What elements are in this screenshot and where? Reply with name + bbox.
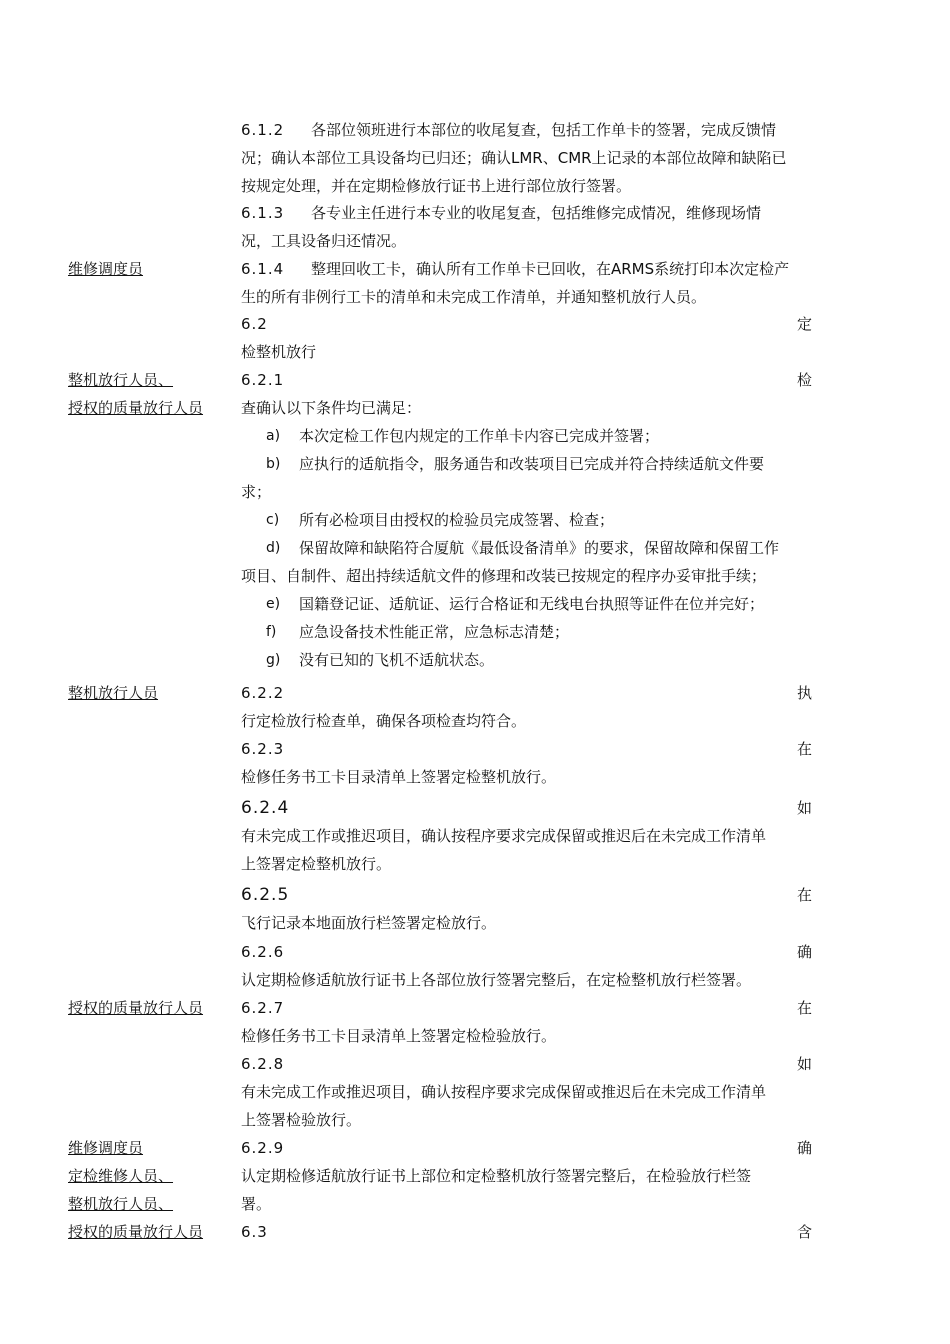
section-number: 6.2.4 (241, 798, 290, 818)
list-item-text: 国籍登记证、适航证、运行合格证和无线电台执照等证件在位并完好； (299, 595, 765, 613)
section-number: 6.2.2 (241, 684, 285, 702)
paragraph-line: 认定期检修适航放行证书上部位和定检整机放行签署完整后，在检验放行栏签 (241, 1167, 752, 1185)
section-number: 6.2 (241, 315, 268, 333)
section-number: 6.2.9 (241, 1139, 285, 1157)
section-number: 6.1.3 (241, 204, 285, 222)
list-item-text: 保留故障和缺陷符合厦航《最低设备清单》的要求，保留故障和保留工作 (299, 539, 780, 557)
role-release-staff: 整机放行人员 (68, 684, 159, 702)
paragraph-line: 署。 (241, 1195, 272, 1213)
paragraph-line: 整理回收工卡，确认所有工作单卡已回收，在ARMS系统打印本次定检产 (311, 260, 790, 278)
list-marker: f) (266, 624, 277, 640)
section-6-2 (241, 310, 826, 366)
section-6-2-9 (241, 1134, 826, 1218)
paragraph-line: 况，工具设备归还情况。 (241, 232, 407, 250)
paragraph-line: 查确认以下条件均已满足： (241, 399, 422, 417)
section-number: 6.2.7 (241, 999, 285, 1017)
paragraph-line: 各部位领班进行本部位的收尾复查，包括工作单卡的签署，完成反馈情 (311, 121, 777, 139)
list-item (241, 422, 826, 450)
line-end-char: 确 (796, 943, 812, 961)
list-item (241, 646, 826, 674)
section-6-2-7 (241, 994, 826, 1050)
line-end-char: 定 (796, 315, 812, 333)
section-number: 6.2.6 (241, 943, 285, 961)
list-marker: c) (266, 512, 280, 528)
section-6-2-5 (241, 881, 826, 937)
list-item-continuation: 项目、自制件、超出持续适航文件的修理和改装已按规定的程序办妥审批手续； (241, 567, 767, 585)
line-end-char: 如 (796, 1055, 812, 1073)
line-end-char: 在 (796, 740, 812, 758)
list-item (241, 590, 826, 618)
paragraph-line: 上签署检验放行。 (241, 1111, 362, 1129)
paragraph-line: 检修任务书工卡目录清单上签署定检检验放行。 (241, 1027, 557, 1045)
line-end-char: 含 (796, 1223, 812, 1241)
role-dispatcher: 维修调度员 (68, 1139, 144, 1157)
section-number: 6.1.4 (241, 260, 285, 278)
section-6-1-4 (241, 255, 826, 311)
section-6-2-6 (241, 938, 826, 994)
paragraph-line: 上签署定检整机放行。 (241, 855, 392, 873)
list-marker: b) (266, 456, 281, 472)
section-6-1-3 (241, 199, 826, 255)
list-marker: a) (266, 428, 281, 444)
line-end-char: 在 (796, 886, 812, 904)
list-item-text: 本次定检工作包内规定的工作单卡内容已完成并签署； (299, 427, 660, 445)
paragraph-line: 生的所有非例行工卡的清单和未完成工作清单，并通知整机放行人员。 (241, 288, 707, 306)
role-release-staff: 整机放行人员、 (68, 371, 174, 389)
section-number: 6.2.3 (241, 740, 285, 758)
list-item (241, 618, 826, 646)
line-end-char: 如 (796, 799, 812, 817)
section-number: 6.1.2 (241, 121, 285, 139)
section-6-3 (241, 1218, 826, 1246)
role-dispatcher: 维修调度员 (68, 260, 144, 278)
section-6-2-2 (241, 679, 826, 735)
paragraph-line: 认定期检修适航放行证书上各部位放行签署完整后，在定检整机放行栏签署。 (241, 971, 752, 989)
section-6-2-8 (241, 1050, 826, 1134)
paragraph-line: 飞行记录本地面放行栏签署定检放行。 (241, 914, 497, 932)
list-item-continuation: 求； (241, 483, 272, 501)
paragraph-line: 行定检放行检查单，确保各项检查均符合。 (241, 712, 527, 730)
role-quality-release: 授权的质量放行人员 (68, 399, 204, 417)
section-6-2-1 (241, 366, 826, 674)
role-quality-release: 授权的质量放行人员 (68, 1223, 204, 1241)
line-end-char: 在 (796, 999, 812, 1017)
section-number: 6.2.8 (241, 1055, 285, 1073)
section-number: 6.2.1 (241, 371, 285, 389)
section-number: 6.2.5 (241, 885, 290, 905)
list-item (241, 506, 826, 534)
section-heading: 检整机放行 (241, 343, 317, 361)
role-maintenance-staff: 定检维修人员、 (68, 1167, 174, 1185)
line-end-char: 检 (796, 371, 812, 389)
section-6-2-4 (241, 794, 826, 878)
paragraph-line: 有未完成工作或推迟项目，确认按程序要求完成保留或推迟后在未完成工作清单 (241, 827, 767, 845)
paragraph-line: 检修任务书工卡目录清单上签署定检整机放行。 (241, 768, 557, 786)
paragraph-line: 各专业主任进行本专业的收尾复查，包括维修完成情况，维修现场情 (311, 204, 762, 222)
list-item-text: 应执行的适航指令，服务通告和改装项目已完成并符合持续适航文件要 (299, 455, 765, 473)
line-end-char: 确 (796, 1139, 812, 1157)
paragraph-line: 况；确认本部位工具设备均已归还；确认LMR、CMR上记录的本部位故障和缺陷已 (241, 149, 787, 167)
list-item (241, 534, 826, 562)
section-6-2-3 (241, 735, 826, 791)
list-marker: e) (266, 596, 281, 612)
list-item-text: 所有必检项目由授权的检验员完成签署、检查； (299, 511, 615, 529)
role-release-staff: 整机放行人员、 (68, 1195, 174, 1213)
section-6-1-2 (241, 116, 826, 200)
list-item-text: 应急设备技术性能正常，应急标志清楚； (299, 623, 570, 641)
list-item-text: 没有已知的飞机不适航状态。 (299, 651, 495, 669)
list-item (241, 450, 826, 478)
paragraph-line: 按规定处理，并在定期检修放行证书上进行部位放行签署。 (241, 177, 632, 195)
list-marker: d) (266, 540, 281, 556)
role-quality-release: 授权的质量放行人员 (68, 999, 204, 1017)
list-marker: g) (266, 652, 281, 668)
paragraph-line: 有未完成工作或推迟项目，确认按程序要求完成保留或推迟后在未完成工作清单 (241, 1083, 767, 1101)
section-number: 6.3 (241, 1223, 268, 1241)
line-end-char: 执 (796, 684, 812, 702)
